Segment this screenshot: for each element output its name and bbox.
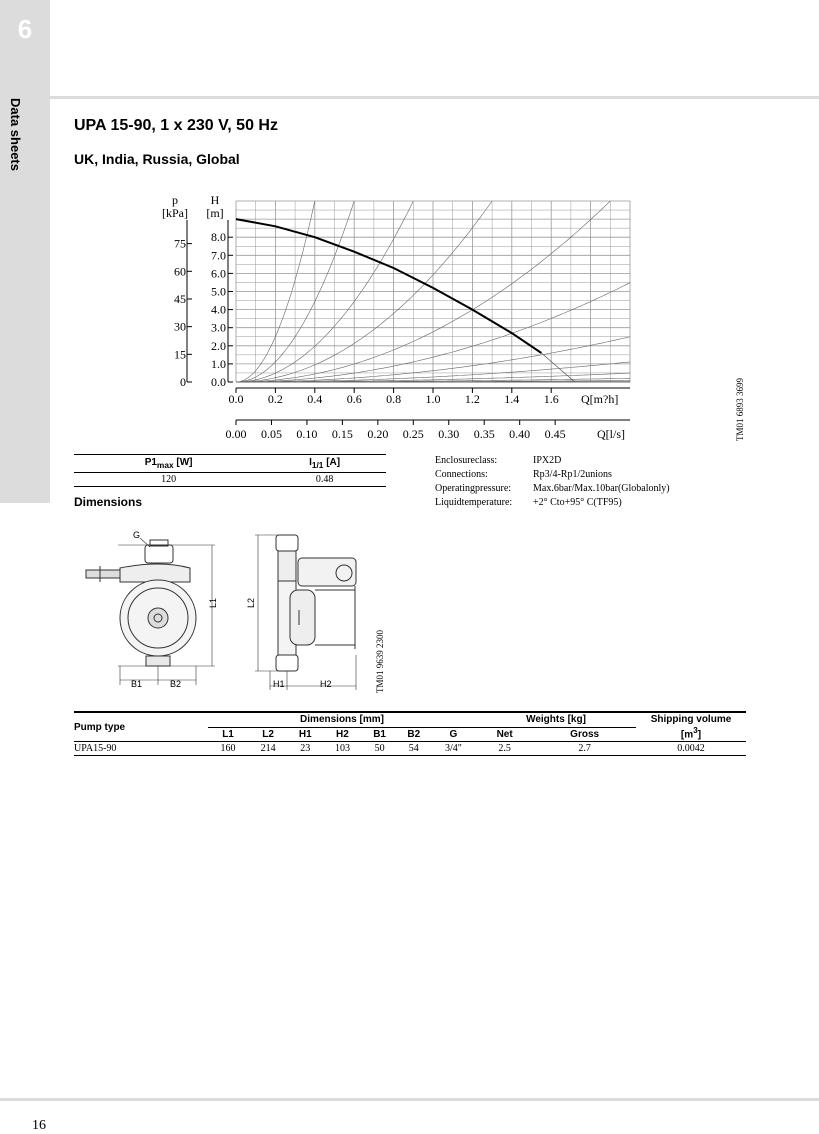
x-tick-label-ls: 0.20 (367, 427, 388, 441)
y-tick-label-kpa: 0 (180, 375, 186, 389)
y-tick-label-kpa: 60 (174, 264, 186, 278)
chart-axes (174, 220, 630, 441)
drawing-reference-code: TM01 9639 2300 (375, 630, 385, 693)
col-g: G (431, 727, 476, 742)
cell-g: 3/4" (431, 742, 476, 756)
cell-l1: 160 (208, 742, 248, 756)
pump-curve-line (236, 219, 541, 353)
y-tick-label-kpa: 75 (174, 237, 186, 251)
col-net: Net (476, 727, 533, 742)
x-tick-label-q: 0.0 (229, 392, 244, 406)
col-b1: B1 (362, 727, 396, 742)
x-tick-label-ls: 0.25 (403, 427, 424, 441)
dimensions-group-header: Dimensions [mm] (208, 712, 476, 727)
side-view (255, 535, 356, 690)
x-tick-label-ls: 0.40 (509, 427, 530, 441)
y-label-m-unit: [m] (206, 206, 223, 220)
cell-h2: 103 (322, 742, 362, 756)
label-g: G (133, 530, 140, 540)
power-table (74, 454, 386, 487)
cell-shipping: 0.0042 (636, 742, 746, 756)
chapter-number: 6 (0, 14, 50, 45)
cell-l2: 214 (248, 742, 288, 756)
x-tick-label-q: 0.2 (268, 392, 283, 406)
x-tick-label-q: 1.6 (544, 392, 559, 406)
y-tick-label-m: 0.0 (211, 375, 226, 389)
dimensions-table (74, 711, 746, 756)
label-b2: B2 (170, 679, 181, 689)
weights-group-header: Weights [kg] (476, 712, 636, 727)
y-tick-label-m: 7.0 (211, 248, 226, 262)
x-tick-label-ls: 0.00 (226, 427, 247, 441)
page-subtitle: UK, India, Russia, Global (74, 151, 240, 167)
y-tick-label-m: 1.0 (211, 357, 226, 371)
y-label-kpa-unit: [kPa] (162, 206, 188, 220)
front-view (86, 538, 215, 685)
chapter-label: Data sheets (8, 98, 23, 171)
x-tick-label-ls: 0.45 (545, 427, 566, 441)
cell-gross: 2.7 (533, 742, 636, 756)
x-tick-label-ls: 0.35 (474, 427, 495, 441)
col-l1: L1 (208, 727, 248, 742)
table-row (74, 742, 746, 756)
label-h1: H1 (273, 679, 285, 689)
spec-row: Liquidtemperature: +2° Cto+95° C(TF95) (435, 497, 735, 511)
current-header: $I_{1/1}$ [A] (263, 455, 386, 473)
y-tick-label-m: 6.0 (211, 266, 226, 280)
col-b2: B2 (397, 727, 431, 742)
y-tick-label-kpa: 30 (174, 320, 186, 334)
chart-reference-code: TM01 6893 3699 (735, 378, 745, 441)
x-axis-label: Q[m?h] (581, 392, 618, 406)
y-tick-label-m: 4.0 (211, 303, 226, 317)
x-tick-label-ls: 0.05 (261, 427, 282, 441)
col-h1: H1 (288, 727, 322, 742)
cell-net: 2.5 (476, 742, 533, 756)
x-tick-label-q: 0.6 (347, 392, 362, 406)
x-axis-label-secondary: Q[l/s] (597, 427, 625, 441)
x-tick-label-q: 1.4 (504, 392, 519, 406)
x-tick-label-q: 1.0 (426, 392, 441, 406)
page-title: UPA 15-90, 1 x 230 V, 50 Hz (74, 117, 278, 135)
spec-list (435, 455, 735, 511)
y-tick-label-m: 8.0 (211, 230, 226, 244)
x-tick-label-ls: 0.10 (296, 427, 317, 441)
shipping-header: Shipping volume $[m^3]$ (636, 712, 746, 742)
pump-type-header: Pump type (74, 712, 208, 742)
y-tick-label-m: 5.0 (211, 285, 226, 299)
x-tick-label-q: 1.2 (465, 392, 480, 406)
x-tick-label-q: 0.4 (307, 392, 322, 406)
bottom-rule (0, 1098, 819, 1101)
y-tick-label-m: 3.0 (211, 321, 226, 335)
col-gross: Gross (533, 727, 636, 742)
x-tick-label-ls: 0.30 (438, 427, 459, 441)
y-tick-label-m: 2.0 (211, 339, 226, 353)
y-tick-label-kpa: 15 (174, 347, 186, 361)
spec-row: Operatingpressure: Max.6bar/Max.10bar(Globalonly) (435, 483, 735, 497)
x-tick-label-ls: 0.15 (332, 427, 353, 441)
y-label-kpa-symbol: p (172, 193, 178, 207)
pump-drawing (0, 520, 420, 700)
x-tick-label-q: 0.8 (386, 392, 401, 406)
cell-h1: 23 (288, 742, 322, 756)
current-value: 0.48 (263, 473, 386, 487)
spec-row: Connections: Rp3/4-Rp1/2unions (435, 469, 735, 483)
col-h2: H2 (322, 727, 362, 742)
y-label-m-symbol: H (211, 193, 220, 207)
chart-grid (236, 201, 630, 382)
power-header: $P1_{max}$ [W] (74, 455, 263, 473)
cell-b2: 54 (397, 742, 431, 756)
spec-row: Enclosureclass: IPX2D (435, 455, 735, 469)
power-value: 120 (74, 473, 263, 487)
cell-b1: 50 (362, 742, 396, 756)
label-l2: L2 (246, 598, 256, 608)
label-h2: H2 (320, 679, 332, 689)
page-number: 16 (32, 1118, 46, 1134)
col-l2: L2 (248, 727, 288, 742)
cell-type: UPA15-90 (74, 742, 208, 756)
label-b1: B1 (131, 679, 142, 689)
y-tick-label-kpa: 45 (174, 292, 186, 306)
pump-curve-chart (0, 0, 819, 450)
dimensions-heading: Dimensions (74, 495, 142, 509)
label-l1: L1 (208, 598, 218, 608)
